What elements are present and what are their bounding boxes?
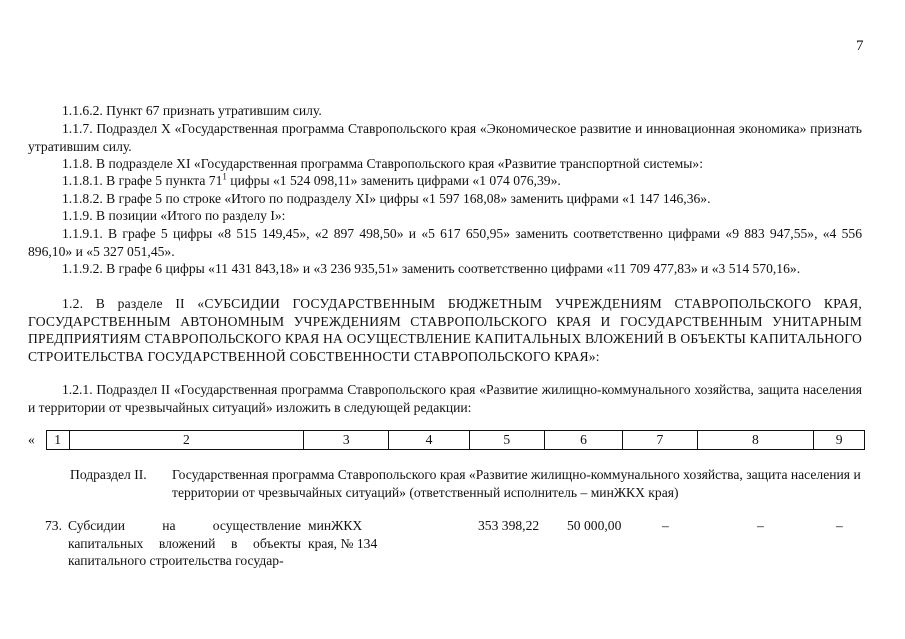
- para-1181-superscript: 1: [222, 171, 227, 182]
- col-num-cell: 6: [544, 431, 622, 450]
- paragraph-1-1-7: 1.1.7. Подраздел X «Государственная программа Ставропольского края «Экономическое развитие и инновационная экономика» признать утратившим силу.: [28, 121, 862, 154]
- col-num-cell: 7: [623, 431, 697, 450]
- open-quote: «: [28, 432, 35, 447]
- col-num-cell: 9: [814, 431, 865, 450]
- row-col6-value: 50 000,00: [567, 518, 622, 533]
- column-number-row: [26, 431, 865, 450]
- row-executor: минЖКХ края, № 134: [308, 518, 378, 551]
- paragraph-1-2: 1.2. В разделе II «СУБСИДИИ ГОСУДАРСТВЕННЫМ БЮДЖЕТНЫМ УЧРЕЖДЕНИЯМ СТАВРОПОЛЬСКОГО КРАЯ, ГОСУДАРСТВЕННЫМ АВТОНОМНЫМ УЧРЕЖДЕНИЯМ СТАВРОПОЛЬСКОГО КРАЯ И ГОСУДАРСТВЕННЫМ УНИТАРНЫМ ПРЕДПРИЯТИЯМ СТАВРОПОЛЬСКОГО КРАЯ НА ОСУЩЕСТВЛЕНИЕ КАПИТАЛЬНЫХ ВЛОЖЕНИЙ В ОБЪЕКТЫ КАПИТАЛЬНОГО СТРОИТЕЛЬСТВА ГОСУДАРСТВЕННОЙ СОБСТВЕННОСТИ СТАВРОПОЛЬСКОГО КРАЯ»:: [28, 296, 862, 364]
- col-num-cell: 2: [69, 431, 304, 450]
- subsection-title: Государственная программа Ставропольского края «Развитие жилищно-коммунального хозяйства, защита населения и территории от чрезвычайных ситуаций» (ответственный исполнитель – минЖКХ края): [172, 467, 861, 500]
- subsection-heading: [70, 466, 870, 501]
- col-num-cell: 5: [469, 431, 544, 450]
- paragraph-1-1-9-1: 1.1.9.1. В графе 5 цифры «8 515 149,45», «2 897 498,50» и «5 617 650,95» заменить соответственно цифрами «9 883 947,55», «4 556 896,10» и «5 327 051,45».: [28, 226, 862, 259]
- col-num-cell: 1: [46, 431, 69, 450]
- row-col9-value: –: [836, 518, 843, 533]
- col-num-cell: 8: [697, 431, 814, 450]
- quote-spacer-cell: [26, 431, 46, 450]
- para-1181-suffix: цифры «1 524 098,11» заменить цифрами «1 074 076,39».: [226, 173, 561, 188]
- row-name: Субсидии на осуществление капитальных вложений в объекты капитального строительства государ-: [68, 518, 301, 569]
- page-number: 7: [856, 38, 864, 54]
- col-num-cell: 4: [389, 431, 469, 450]
- row-number: 73.: [45, 518, 62, 533]
- paragraph-1-1-8-1: [28, 172, 862, 190]
- subsection-label: Подраздел II.: [70, 467, 147, 482]
- row-col5-value: 353 398,22: [478, 518, 540, 533]
- column-number-table: [26, 430, 865, 450]
- paragraph-1-1-9-2: 1.1.9.2. В графе 6 цифры «11 431 843,18» и «3 236 935,51» заменить соответственно цифрами «11 709 477,83» и «3 514 570,16».: [62, 261, 801, 276]
- paragraph-1-1-8: 1.1.8. В подразделе XI «Государственная программа Ставропольского края «Развитие транспортной системы»:: [62, 156, 703, 171]
- paragraph-1-1-8-2: 1.1.8.2. В графе 5 по строке «Итого по подразделу XI» цифры «1 597 168,08» заменить цифрами «1 147 146,36».: [62, 191, 711, 206]
- para-1181-prefix: 1.1.8.1. В графе 5 пункта 71: [62, 173, 223, 188]
- paragraph-1-2-1: 1.2.1. Подраздел II «Государственная программа Ставропольского края «Развитие жилищно-коммунального хозяйства, защита населения и территории от чрезвычайных ситуаций» изложить в следующей редакции:: [28, 382, 862, 415]
- col-num-cell: 3: [304, 431, 389, 450]
- row-col7-value: –: [662, 518, 669, 533]
- paragraph-1-1-6-2: 1.1.6.2. Пункт 67 признать утратившим силу.: [62, 103, 322, 118]
- row-col8-value: –: [757, 518, 764, 533]
- paragraph-1-1-9: 1.1.9. В позиции «Итого по разделу I»:: [62, 208, 286, 223]
